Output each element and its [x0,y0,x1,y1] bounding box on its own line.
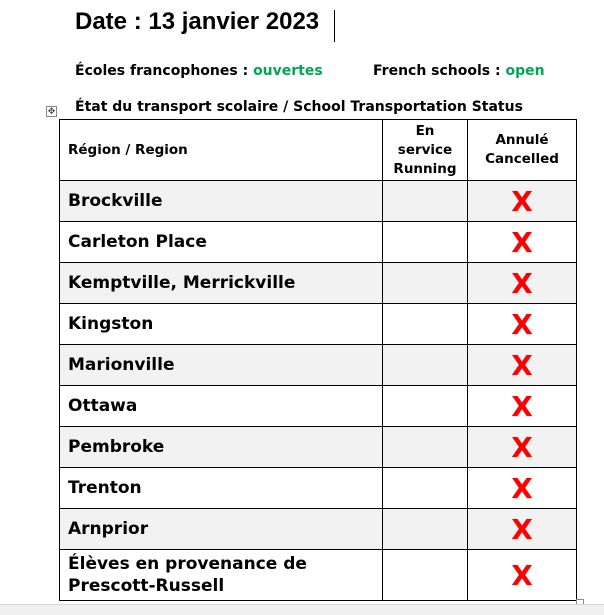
region-cell: Élèves en provenance de Prescott-Russell [60,550,383,601]
region-cell: Trenton [60,468,383,509]
cancelled-mark: X [468,550,577,601]
table-row [60,509,577,550]
table-row [60,386,577,427]
header-region: Région / Region [60,120,383,181]
cancelled-mark: X [468,263,577,304]
page-bottom-edge [0,604,604,615]
status-french-schools-en [373,63,545,79]
header-cancelled: Annulé Cancelled [468,120,577,181]
table-row [60,345,577,386]
cancelled-mark: X [468,304,577,345]
table-row [60,263,577,304]
transport-status-table [59,119,577,601]
cancelled-mark: X [468,181,577,222]
running-cell [383,304,468,345]
table-row [60,181,577,222]
region-cell: Kemptville, Merrickville [60,263,383,304]
running-cell [383,345,468,386]
region-cell: Arnprior [60,509,383,550]
cancelled-mark: X [468,386,577,427]
region-cell: Brockville [60,181,383,222]
running-cell [383,263,468,304]
header-running: En service Running [383,120,468,181]
table-caption: État du transport scolaire / School Transportation Status [75,99,523,115]
running-cell [383,386,468,427]
running-cell [383,550,468,601]
status-value-fr: ouvertes [253,63,323,79]
region-cell: Ottawa [60,386,383,427]
status-value-en: open [505,63,545,79]
running-cell [383,222,468,263]
table-row [60,550,577,601]
status-french-schools-fr [75,63,323,79]
region-cell: Marionville [60,345,383,386]
status-label-en: French schools : [373,63,501,79]
cancelled-mark: X [468,468,577,509]
text-cursor [334,10,335,42]
cancelled-mark: X [468,345,577,386]
region-cell: Carleton Place [60,222,383,263]
cancelled-mark: X [468,222,577,263]
table-header-row [60,120,577,181]
cancelled-mark: X [468,509,577,550]
running-cell [383,468,468,509]
running-cell [383,427,468,468]
table-row [60,304,577,345]
cancelled-mark: X [468,427,577,468]
region-cell: Kingston [60,304,383,345]
table-move-handle-icon[interactable]: ✥ [47,107,56,117]
region-cell: Pembroke [60,427,383,468]
table-row [60,427,577,468]
status-label-fr: Écoles francophones : [75,63,249,79]
table-row [60,468,577,509]
date-heading: Date : 13 janvier 2023 [75,8,320,35]
running-cell [383,509,468,550]
table-row [60,222,577,263]
running-cell [383,181,468,222]
